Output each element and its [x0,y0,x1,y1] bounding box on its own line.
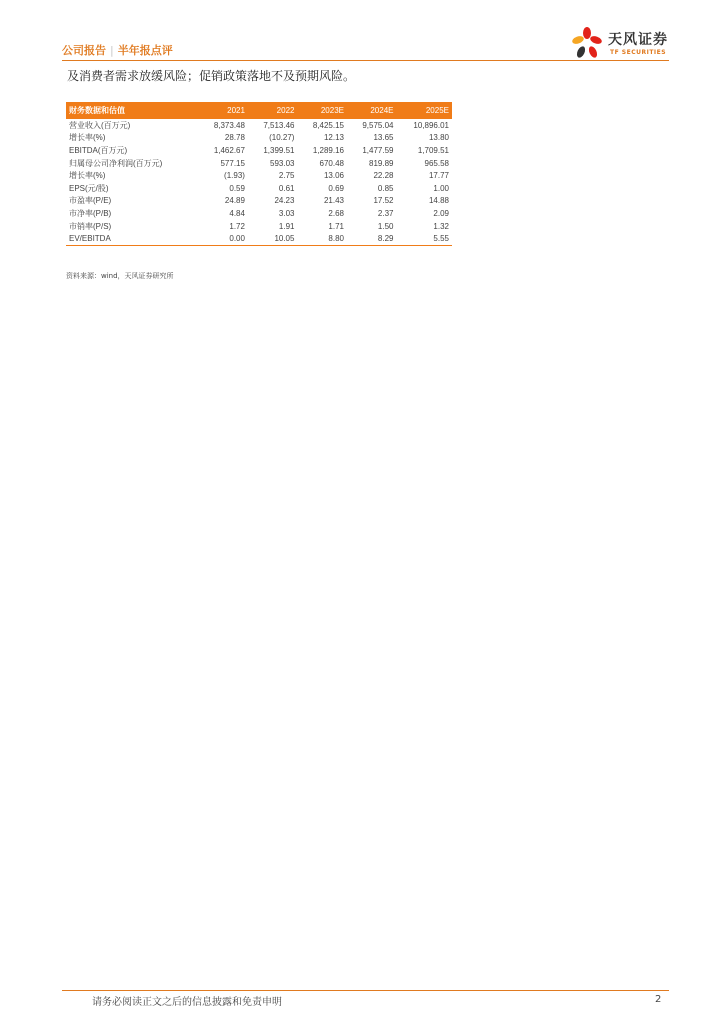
row-label: EV/EBITDA [66,232,198,245]
row-label: 增长率(%) [69,133,106,143]
table-cell: 1,399.51 [263,145,295,155]
table-title: 财务数据和估值 [66,102,198,119]
table-row [66,157,452,170]
header-separator: | [110,44,114,57]
row-label: 市净率(P/B) [69,208,112,218]
table-cell: 21.43 [323,196,344,206]
row-label: 市销率(P/S) [69,221,112,231]
table-cell: 10.05 [248,232,298,245]
table-cell: 17.77 [428,171,449,181]
table-cell: 1.71 [328,221,344,231]
table-cell: 8,373.48 [213,120,245,130]
table-cell: 13.65 [373,133,394,143]
table-row [66,169,452,182]
column-header: 2025E [397,102,453,119]
row-label: EBITDA(百万元) [69,145,128,155]
footer-divider [62,990,669,991]
table-cell: 2.37 [377,208,394,218]
table-cell: 0.61 [278,183,295,193]
table-cell: 8.80 [297,232,347,245]
table-row [66,207,452,220]
table-cell: 2.68 [328,208,344,218]
table-cell: 0.85 [377,183,394,193]
logo-name-cn: 天风证券 [608,32,668,48]
column-header: 2022 [248,102,298,119]
table-cell: 577.15 [220,158,245,168]
table-cell: 10,896.01 [413,120,449,130]
row-label: EPS(元/股) [69,183,109,193]
report-label [62,42,173,58]
table-cell: 24.89 [224,196,245,206]
header-divider [62,60,669,61]
table-cell: 1.91 [278,221,295,231]
footer-disclaimer: 请务必阅读正文之后的信息披露和免责申明 [92,997,282,1008]
table-cell: 2.75 [278,171,295,181]
table-cell: 0.59 [229,183,245,193]
page-number: 2 [655,994,662,1005]
table-row [66,182,452,195]
table-header-row [66,102,452,119]
table-cell: 1.72 [229,221,245,231]
table-cell: 1,462.67 [213,145,245,155]
table-row [66,144,452,157]
table-cell: 13.80 [428,133,449,143]
table-body [66,119,452,245]
table-row [66,132,452,145]
table-cell: 8,425.15 [312,120,344,130]
column-header: 2021 [198,102,248,119]
logo-name-en: TF SECURITIES [610,49,667,56]
table-row [66,220,452,233]
table-cell: 1,477.59 [362,145,394,155]
intro-text: 及消费者需求放缓风险；促销政策落地不及预期风险。 [67,69,356,83]
table-cell: 0.69 [328,183,344,193]
financial-table [66,102,452,246]
row-label: 市盈率(P/E) [69,196,112,206]
report-subtype: 半年报点评 [117,44,173,57]
table-cell: 3.03 [278,208,295,218]
source-note: 资料来源：wind，天风证券研究所 [66,272,174,280]
row-label: 增长率(%) [69,171,106,181]
table-cell: 28.78 [224,133,245,143]
table-cell: 0.00 [198,232,248,245]
table-cell: 4.84 [229,208,245,218]
table-cell: 8.29 [347,232,397,245]
table-cell: 1.32 [433,221,449,231]
table-cell: 14.88 [428,196,449,206]
table-cell: (10.27) [269,133,295,143]
row-label: 归属母公司净利润(百万元) [69,158,163,168]
row-label: 营业收入(百万元) [69,120,131,130]
table-cell: 670.48 [319,158,344,168]
column-header: 2023E [297,102,347,119]
table-cell: 5.55 [397,232,453,245]
table-cell: 1,709.51 [417,145,449,155]
report-type: 公司报告 [62,44,106,57]
company-logo [570,25,680,61]
table-cell: (1.93) [224,171,245,181]
table-cell: 1,289.16 [312,145,344,155]
table-cell: 24.23 [274,196,295,206]
table-cell: 7,513.46 [263,120,295,130]
table-cell: 9,575.04 [362,120,394,130]
table-cell: 13.06 [323,171,344,181]
table-cell: 593.03 [270,158,295,168]
table-cell: 22.28 [373,171,394,181]
table-row [66,195,452,208]
table-row [66,232,452,245]
table-cell: 1.00 [433,183,449,193]
table-cell: 819.89 [369,158,394,168]
table-cell: 17.52 [373,196,394,206]
flower-logo-icon [570,25,604,61]
table-cell: 965.58 [424,158,449,168]
table-cell: 2.09 [433,208,449,218]
table-cell: 12.13 [323,133,344,143]
table-cell: 1.50 [377,221,394,231]
table-row [66,119,452,132]
column-header: 2024E [347,102,397,119]
